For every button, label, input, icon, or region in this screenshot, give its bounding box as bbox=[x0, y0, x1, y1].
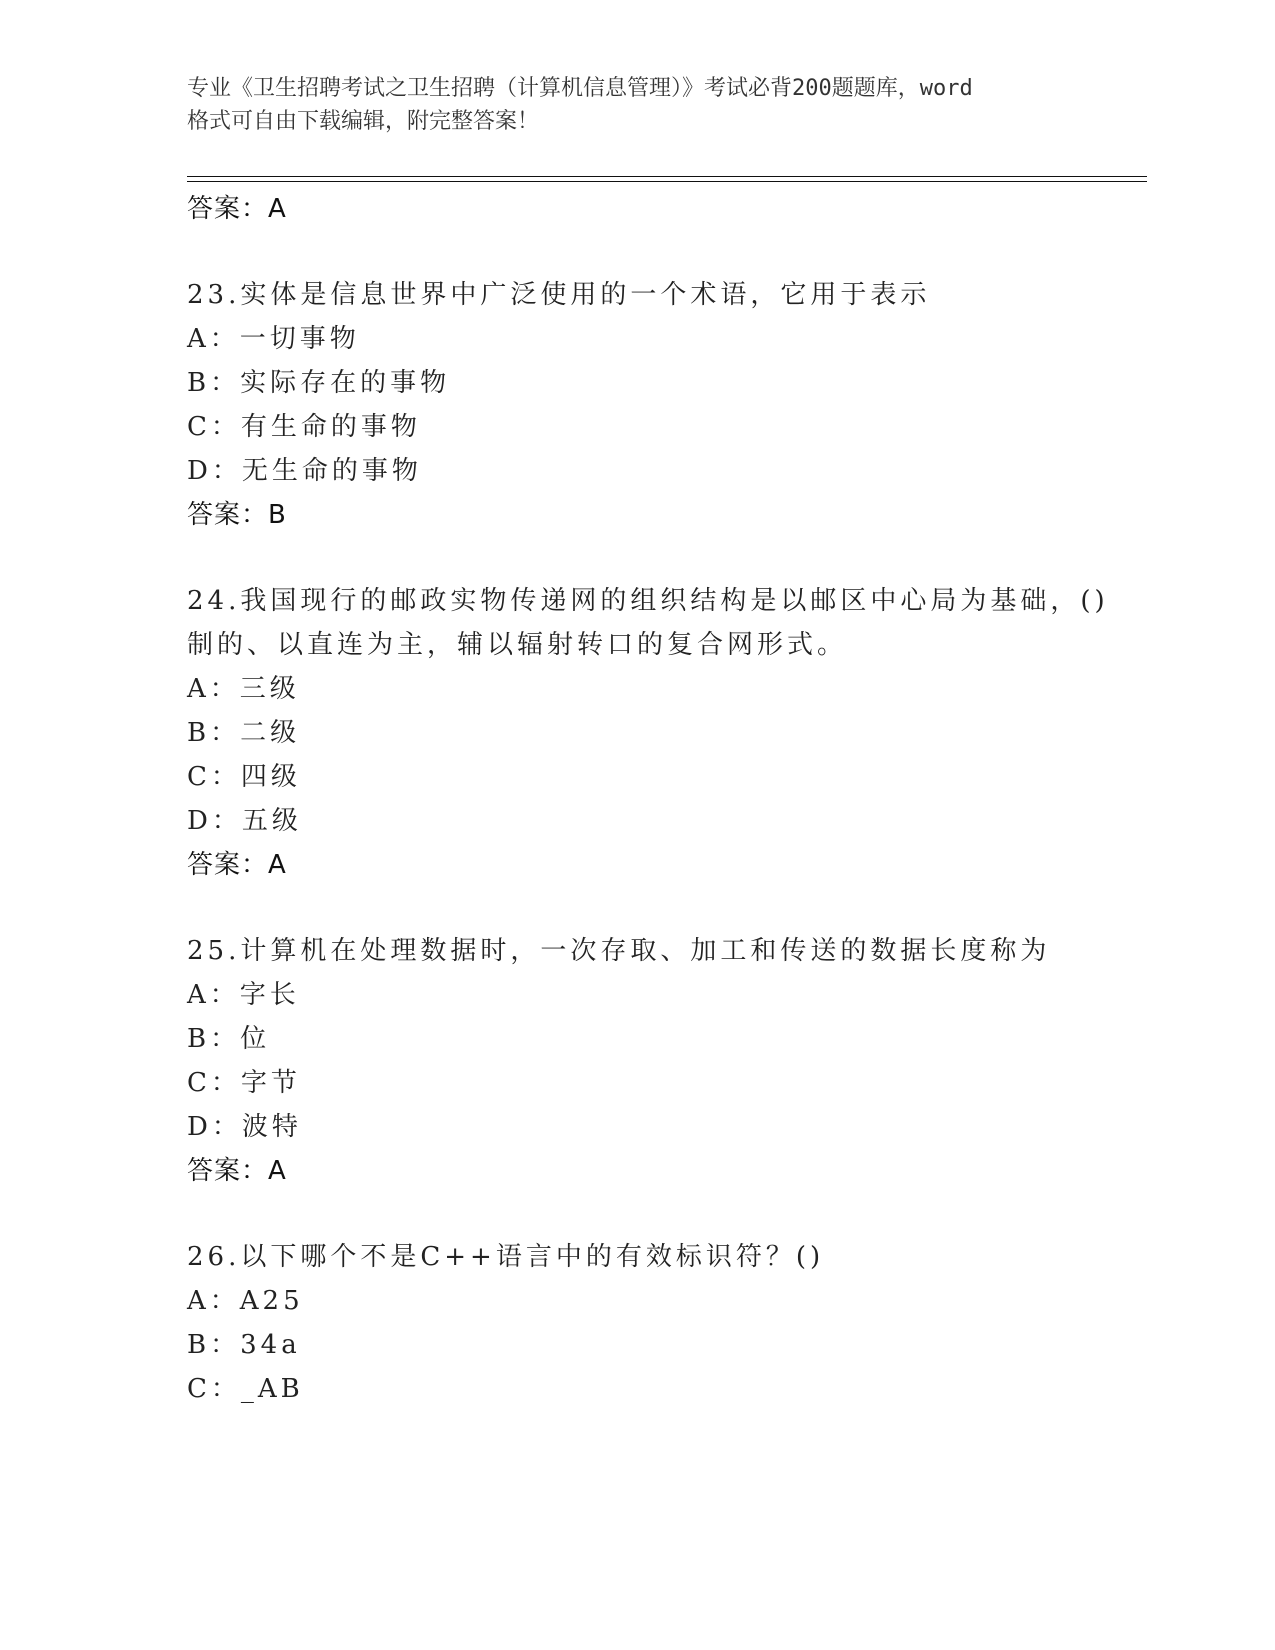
question-stem: 25.计算机在处理数据时，一次存取、加工和传送的数据长度称为 bbox=[187, 936, 1051, 966]
header-divider-bottom bbox=[187, 181, 1147, 182]
option-b: B：实际存在的事物 bbox=[187, 368, 451, 398]
answer: 答案：B bbox=[187, 500, 287, 530]
option-d: D：五级 bbox=[187, 806, 302, 836]
previous-answer: 答案：A bbox=[187, 194, 287, 224]
option-c: C：字节 bbox=[187, 1068, 301, 1098]
option-c: C：有生命的事物 bbox=[187, 412, 421, 442]
question-stem-continued: 制的、以直连为主，辅以辐射转口的复合网形式。 bbox=[187, 630, 848, 660]
option-b: B：34a bbox=[187, 1330, 301, 1360]
header-divider-top bbox=[187, 176, 1147, 177]
option-a: A：一切事物 bbox=[187, 324, 360, 354]
header-line-2: 格式可自由下载编辑，附完整答案！ bbox=[187, 109, 540, 134]
option-d: D：波特 bbox=[187, 1112, 302, 1142]
option-c: C：四级 bbox=[187, 762, 301, 792]
answer: 答案：A bbox=[187, 1156, 287, 1186]
option-a: A：字长 bbox=[187, 980, 300, 1010]
option-a: A：三级 bbox=[187, 674, 300, 704]
question-stem: 24.我国现行的邮政实物传递网的组织结构是以邮区中心局为基础，() bbox=[187, 586, 1109, 616]
option-d: D：无生命的事物 bbox=[187, 456, 422, 486]
header-line-1: 专业《卫生招聘考试之卫生招聘（计算机信息管理）》考试必背200题题库，word bbox=[187, 76, 973, 101]
question-stem: 23.实体是信息世界中广泛使用的一个术语，它用于表示 bbox=[187, 280, 931, 310]
answer: 答案：A bbox=[187, 850, 287, 880]
option-a: A：A25 bbox=[187, 1286, 304, 1316]
option-b: B：二级 bbox=[187, 718, 301, 748]
document-header bbox=[187, 72, 1087, 138]
option-c: C：_AB bbox=[187, 1374, 304, 1404]
option-b: B：位 bbox=[187, 1024, 271, 1054]
question-stem: 26.以下哪个不是C++语言中的有效标识符？() bbox=[187, 1242, 825, 1272]
